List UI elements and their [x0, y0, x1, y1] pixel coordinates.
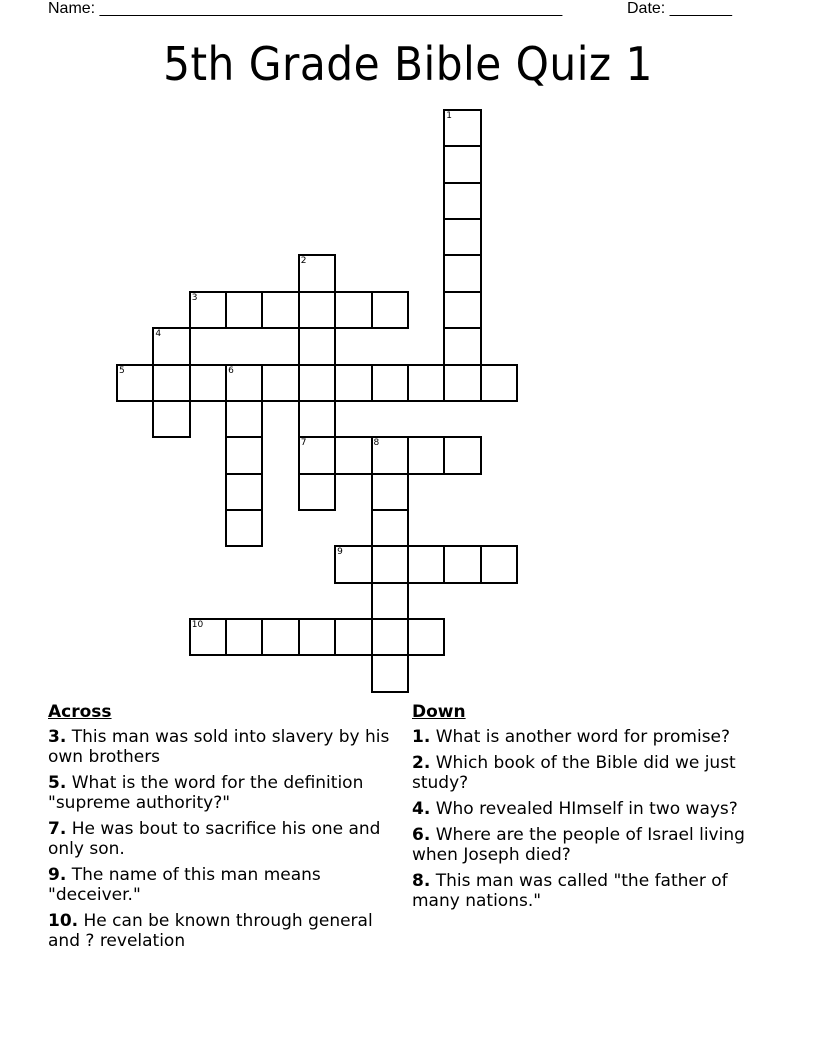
clue-number: 4	[155, 329, 162, 340]
crossword-cell[interactable]	[225, 364, 263, 402]
crossword-cell[interactable]	[443, 545, 481, 583]
clue-number: 3	[191, 292, 198, 303]
clue-across-5: 5. What is the word for the definition "supreme authority?"	[48, 773, 364, 813]
crossword-cell[interactable]	[152, 364, 190, 402]
crossword-cell[interactable]	[407, 364, 445, 402]
crossword-cell[interactable]	[298, 473, 336, 511]
crossword-cell[interactable]	[298, 618, 336, 656]
crossword-cell[interactable]	[443, 254, 481, 292]
crossword-cell[interactable]	[371, 545, 409, 583]
crossword-cell[interactable]	[334, 436, 372, 474]
down-clues	[412, 701, 752, 917]
crossword-cell[interactable]	[261, 618, 299, 656]
clue-across-3: 3. This man was sold into slavery by his own brothers	[48, 727, 390, 767]
clue-number: 6	[228, 365, 234, 376]
crossword-cell[interactable]	[443, 218, 481, 256]
crossword-cell[interactable]	[334, 364, 372, 402]
crossword-cell[interactable]	[371, 582, 409, 620]
clue-number: 7	[300, 438, 307, 449]
crossword-cell[interactable]	[371, 473, 409, 511]
crossword-cell[interactable]	[371, 291, 409, 329]
crossword-cell[interactable]	[407, 545, 445, 583]
crossword-cell[interactable]	[443, 182, 481, 220]
clue-across-10: 10. He can be known through general and ? revelation	[48, 911, 373, 951]
crossword-cell[interactable]	[152, 327, 190, 365]
crossword-cell[interactable]	[480, 364, 518, 402]
crossword-cell[interactable]	[298, 327, 336, 365]
crossword-cell[interactable]	[371, 654, 409, 692]
crossword-cell[interactable]	[407, 436, 445, 474]
clue-number: 2	[300, 256, 307, 267]
crossword-cell[interactable]	[334, 291, 372, 329]
crossword-cell[interactable]	[189, 291, 227, 329]
crossword-cell[interactable]	[443, 291, 481, 329]
across-clues	[48, 701, 398, 957]
crossword-cell[interactable]	[334, 618, 372, 656]
page-title: 5th Grade Bible Quiz 1	[163, 37, 653, 91]
down-heading: Down	[412, 702, 466, 722]
crossword-cell[interactable]	[407, 618, 445, 656]
name-field-label: Name: ____________________________________________________	[48, 0, 563, 17]
crossword-cell[interactable]	[443, 364, 481, 402]
crossword-cell[interactable]	[371, 436, 409, 474]
crossword-cell[interactable]	[371, 364, 409, 402]
clue-number: 10	[191, 620, 204, 631]
crossword-cell[interactable]	[225, 509, 263, 547]
crossword-cell[interactable]	[443, 145, 481, 183]
crossword-cell[interactable]	[371, 618, 409, 656]
crossword-cell[interactable]	[298, 364, 336, 402]
crossword-cell[interactable]	[443, 327, 481, 365]
date-field-label: Date: _______	[627, 0, 732, 17]
crossword-cell[interactable]	[189, 618, 227, 656]
clue-number: 1	[446, 111, 452, 121]
crossword-cell[interactable]	[152, 400, 190, 438]
crossword-cell[interactable]	[371, 509, 409, 547]
crossword-cell[interactable]	[189, 364, 227, 402]
crossword-cell[interactable]	[443, 436, 481, 474]
crossword-cell[interactable]	[225, 473, 263, 511]
crossword-cell[interactable]	[480, 545, 518, 583]
clue-down-6: 6. Where are the people of Israel living when Joseph died?	[412, 825, 745, 865]
crossword-cell[interactable]	[298, 291, 336, 329]
crossword-cell[interactable]	[334, 545, 372, 583]
crossword-cell[interactable]	[225, 291, 263, 329]
crossword-cell[interactable]	[443, 109, 481, 147]
clue-number: 5	[119, 365, 125, 376]
clue-number: 8	[373, 438, 380, 449]
clue-down-2: 2. Which book of the Bible did we just study?	[412, 753, 736, 793]
crossword-cell[interactable]	[116, 364, 154, 402]
crossword-cell[interactable]	[298, 436, 336, 474]
clue-across-7: 7. He was bout to sacrifice his one and only son.	[48, 819, 381, 859]
clue-number: 9	[337, 547, 343, 558]
crossword-cell[interactable]	[225, 618, 263, 656]
crossword-cell[interactable]	[298, 254, 336, 292]
crossword-cell[interactable]	[261, 364, 299, 402]
crossword-cell[interactable]	[225, 400, 263, 438]
crossword-cell[interactable]	[261, 291, 299, 329]
clue-down-4: 4. Who revealed HImself in two ways?	[412, 799, 738, 819]
clue-across-9: 9. The name of this man means "deceiver."	[48, 865, 321, 905]
crossword-cell[interactable]	[225, 436, 263, 474]
clue-down-8: 8. This man was called "the father of many nations."	[412, 871, 728, 911]
crossword-cell[interactable]	[298, 400, 336, 438]
across-heading: Across	[48, 702, 112, 722]
clue-down-1: 1. What is another word for promise?	[412, 727, 731, 747]
